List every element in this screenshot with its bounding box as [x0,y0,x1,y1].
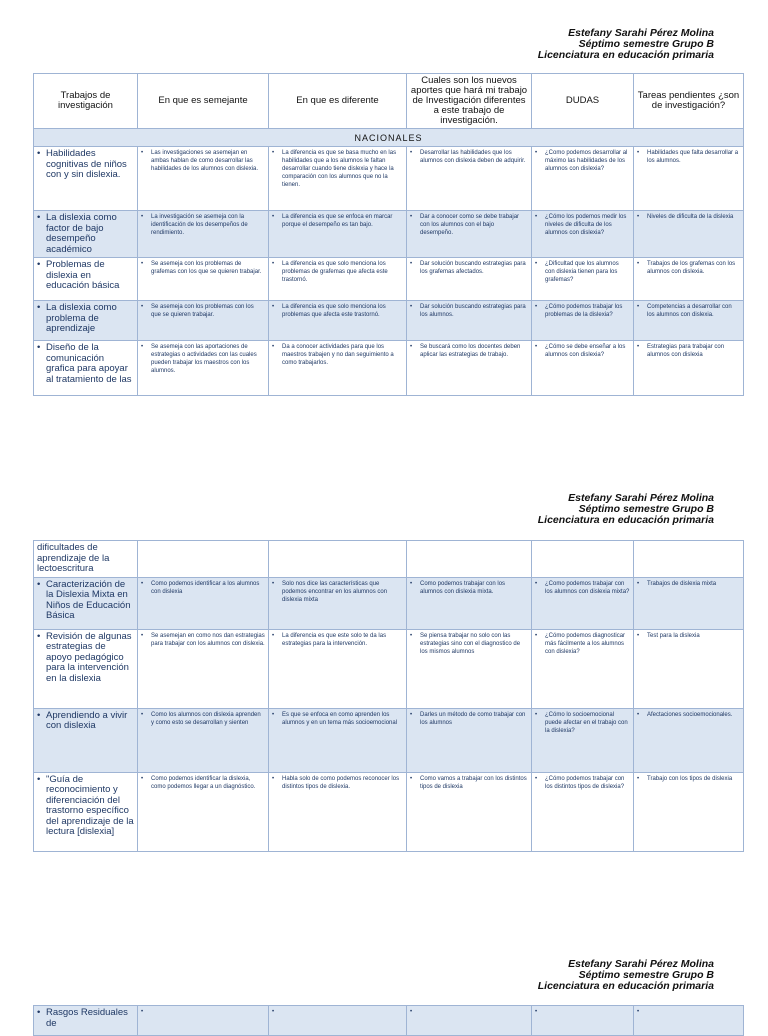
cell-text: Como podemos identificar a los alumnos con dislexia [151,580,260,595]
cell-text: Dar a conocer como se debe trabajar con los alumnos con el bajo desempeño. [420,214,520,236]
cell-text: La dislexia como problema de aprendizaje [46,302,117,334]
bullet-icon: • [37,148,41,159]
table-cell [532,1006,634,1036]
cell-text: Se piensa trabajar no solo con las estrategias sino con el diagnostico de los mismos alumnos [420,632,521,655]
bullet-icon: • [637,344,640,350]
cell-text: Se asemejan en como nos dan estrategias para trabajar con los alumnos con dislexia. [151,632,265,647]
bullet-icon: • [141,775,144,782]
cell-text: Se buscará como los docentes deben aplicar las estrategias de trabajo. [420,344,521,358]
cell-text: Es que se enfoca en como aprenden los alumnos y en un tema más socioemocional [282,711,398,726]
cell-text: La dislexia como factor de bajo desempeño académico [46,212,117,255]
table-cell [407,211,532,258]
table-cell [138,629,269,708]
cell-text: Como vamos a trabajar con los distintos tipos de dislexia [420,775,527,790]
degree-label: Licenciatura en educación primaria [537,980,714,992]
cell-text: Solo nos dice las características que podemos encontrar en los alumnos con dislexia mixta [282,580,388,603]
bullet-icon: • [410,344,413,350]
bullet-icon: • [272,775,275,782]
semester-label: Séptimo semestre Grupo B [578,38,714,50]
table-cell [138,772,269,851]
table-cell [407,772,532,851]
cell-text: Diseño de la comunicación grafica para apoyar al tratamiento de las [46,342,132,385]
table-cell [634,772,744,851]
author-name: Estefany Sarahi Pérez Molina [568,958,714,970]
bullet-icon: • [410,150,413,156]
table-cell [269,1006,407,1036]
bullet-icon: • [535,1009,538,1015]
cell-text: La investigación se asemeja con la identificación de los desempeños de rendimiento. [151,214,248,236]
page-header [538,28,714,61]
table-cell [634,629,744,708]
bullet-icon: • [141,711,144,718]
table-cell [407,577,532,629]
cell-text: Trabajos de los grafemas con los alumnos con dislexia. [647,261,736,275]
bullet-icon: • [637,214,640,220]
cell-text [151,1008,265,1016]
bullet-icon: • [272,261,275,267]
table-cell [634,1006,744,1036]
bullet-icon: • [37,1007,41,1018]
cell-text: La diferencia es que se basa mucho en las habilidades que a los alumnos le faltan desarrollar cuando tiene dislexia y hace la comparación con los alumnos que no la tienen. [282,150,397,188]
bullet-icon: • [272,580,275,587]
table-cell [532,258,634,301]
cell-text [647,1008,740,1016]
table-cell [138,258,269,301]
cell-text: Como los alumnos con dislexia aprenden y como esto se desarrollan y sienten [151,711,261,726]
row-title-cell [34,629,138,708]
bullet-icon: • [37,773,41,785]
row-title-cell [34,1006,138,1036]
bullet-icon: • [637,711,640,718]
bullet-icon: • [37,342,41,353]
table-cell [532,577,634,629]
cell-text: Darles un método de como trabajar con los alumnos [420,711,526,726]
table-cell [634,301,744,341]
bullet-icon: • [410,1009,413,1015]
bullet-icon: • [37,212,41,223]
bullet-icon: • [37,302,41,313]
cell-text: Revisión de algunas estrategias de apoyo pedagógico para la intervención en la dislexia [46,630,132,684]
table-cell [269,772,407,851]
col-header: Tareas pendientes ¿son de investigación? [634,74,744,129]
author-name: Estefany Sarahi Pérez Molina [568,492,714,504]
cell-text [420,1008,528,1016]
cell-text: Aprendiendo a vivir con dislexia [46,709,128,731]
table-cell [532,629,634,708]
table-cell [138,341,269,396]
table-cell [634,258,744,301]
cell-text: Competencias a desarrollar con los alumnos con dislexia. [647,304,732,318]
bullet-icon: • [637,632,640,639]
bullet-icon: • [272,214,275,220]
degree-label: Licenciatura en educación primaria [537,514,714,526]
bullet-icon: • [141,304,144,310]
table-cell [269,301,407,341]
row-title-continuation: dificultades de aprendizaje de la lectoescritura [34,541,138,578]
bullet-icon: • [141,632,144,639]
table-cell [634,577,744,629]
semester-label: Séptimo semestre Grupo B [578,969,714,981]
table-cell [532,211,634,258]
col-header: En que es diferente [269,74,407,129]
cell-text: Desarrollar las habilidades que los alumnos con dislexia deben de adquirir. [420,150,526,164]
bullet-icon: • [272,1009,275,1015]
table-cell [532,772,634,851]
table-cell [634,211,744,258]
row-title-cell [34,211,138,258]
cell-text: Se asemeja con los problemas de grafemas con los que se quieren trabajar. [151,261,262,275]
bullet-icon: • [637,261,640,267]
table-cell [138,147,269,211]
table-cell [269,258,407,301]
bullet-icon: • [37,709,41,721]
cell-text: Niveles de dificulta de la dislexia [647,214,734,220]
cell-text: Problemas de dislexia en educación básica [46,259,120,291]
bullet-icon: • [637,150,640,156]
bullet-icon: • [535,775,538,782]
cell-text: Habla solo de como podemos reconocer los distintos tipos de dislexia. [282,775,400,790]
bullet-icon: • [141,150,144,156]
cell-text: ¿Dificultad que los alumnos con dislexia tienen para los grafemas? [545,261,619,283]
cell-text: Trabajo con los tipos de dislexia [647,775,733,782]
table-cell [634,708,744,772]
table-cell [407,341,532,396]
bullet-icon: • [141,1009,144,1015]
table-cell [532,301,634,341]
row-title-cell [34,577,138,629]
cell-text: Estrategias para trabajar con alumnos con dislexia [647,344,725,358]
bullet-icon: • [410,775,413,782]
cell-text: ¿Cómo podemos trabajar los problemas de la dislexia? [545,304,623,318]
table-row [34,211,744,258]
cell-text: La diferencia es que solo menciona los problemas de grafemas que afecta este trastornó. [282,261,388,283]
table-cell [532,708,634,772]
table-cell [407,629,532,708]
semester-label: Séptimo semestre Grupo B [578,503,714,515]
section-row [34,129,744,147]
research-table-page1 [33,73,744,396]
bullet-icon: • [37,630,41,642]
table-cell [634,147,744,211]
cell-text: Rasgos Residuales de [46,1007,128,1029]
cell-text: La diferencia es que solo menciona los problemas que afecta este trastornó. [282,304,386,318]
cell-text: Test para la dislexia [647,632,700,639]
row-title-cell [34,258,138,301]
author-name: Estefany Sarahi Pérez Molina [568,27,714,39]
bullet-icon: • [37,259,41,270]
table-cell [407,301,532,341]
col-header: Trabajos de investigación [34,74,138,129]
table-cell [269,708,407,772]
table-cell [138,301,269,341]
bullet-icon: • [410,632,413,639]
cell-text [545,1008,630,1016]
degree-label: Licenciatura en educación primaria [537,49,714,61]
cell-text: Da a conocer actividades para que los maestros trabajen y no dan seguimiento a como trabajarlos. [282,344,394,366]
table-row [34,1006,744,1036]
bullet-icon: • [272,632,275,639]
table-cell [407,1006,532,1036]
table-row [34,577,744,629]
cell-text: Afectaciones socioemocionales. [647,711,733,718]
table-cell [407,258,532,301]
bullet-icon: • [141,261,144,267]
bullet-icon: • [535,304,538,310]
cell-text: Habilidades que falta desarrollar a los alumnos. [647,150,739,164]
row-title-cell [34,341,138,396]
cell-text: Se asemeja con los problemas con los que se quieren trabajar. [151,304,254,318]
cell-text: Dar solución buscando estrategias para los grafemas afectados. [420,261,526,275]
table-cell [269,147,407,211]
bullet-icon: • [37,578,41,590]
col-header: Cuales son los nuevos aportes que hará mi trabajo de Investigación diferentes a este trabajo de investigación. [407,74,532,129]
table-cell [269,577,407,629]
cell-text: La diferencia es que este solo te da las estrategias para la intervención. [282,632,387,647]
section-title: NACIONALES [34,129,744,147]
bullet-icon: • [272,304,275,310]
table-row [34,258,744,301]
row-title-cell [34,301,138,341]
bullet-icon: • [410,304,413,310]
bullet-icon: • [637,304,640,310]
table-row [34,301,744,341]
cell-text: ¿Cómo se debe enseñar a los alumnos con dislexia? [545,344,626,358]
bullet-icon: • [410,261,413,267]
row-title-cell [34,772,138,851]
bullet-icon: • [272,150,275,156]
cell-text: ¿Cómo lo socioemocional puede afectar en el trabajo con la dislexia? [545,711,628,734]
bullet-icon: • [141,214,144,220]
bullet-icon: • [637,775,640,782]
row-title-cell [34,708,138,772]
cell-text: ¿Como podemos trabajar con los alumnos con dislexia mixta? [545,580,630,595]
bullet-icon: • [535,632,538,639]
cell-text: Como podemos trabajar con los alumnos con dislexia mixta. [420,580,506,595]
cell-text [282,1008,403,1016]
bullet-icon: • [535,711,538,718]
research-table-page3 [33,1005,744,1036]
cell-text: Como podemos identificar la dislexia, como podemos llegar a un diagnóstico. [151,775,256,790]
cell-text: Se asemeja con las aportaciones de estrategias o actividades con las cuales pueden trabajar los maestros con los alumnos. [151,344,257,374]
table-cell [532,147,634,211]
cell-text: La diferencia es que se enfoca en marcar porque el desempeño es tan bajo. [282,214,393,228]
cell-text: Dar solución buscando estrategias para los alumnos. [420,304,526,318]
table-row [34,772,744,851]
table-cell [269,629,407,708]
cell-text: Habilidades cognitivas de niños con y sin dislexia. [46,148,127,180]
page-header [538,493,714,526]
table-cell [138,577,269,629]
table-cell [138,708,269,772]
bullet-icon: • [637,1009,640,1015]
bullet-icon: • [535,214,538,220]
cell-text: "Guía de reconocimiento y diferenciación del trastorno específico del aprendizaje de la lectura [dislexia] [46,773,134,837]
table-row-continuation [34,541,744,578]
cell-text: ¿Como podemos desarrollar al máximo las habilidades de los alumnos con dislexia? [545,150,628,172]
cell-text: Caracterización de la Dislexia Mixta en Niños de Educación Básica [46,578,131,621]
bullet-icon: • [141,344,144,350]
table-cell [407,708,532,772]
table-cell [532,341,634,396]
bullet-icon: • [535,344,538,350]
cell-text: Las investigaciones se asemejan en ambas hablan de como desarrollar las habilidades de los alumnos con dislexia. [151,150,259,172]
research-table-page2 [33,540,744,852]
col-header: En que es semejante [138,74,269,129]
cell-text: ¿Cómo los podemos medir los niveles de dificulta de los alumnos con dislexia? [545,214,627,236]
bullet-icon: • [535,150,538,156]
cell-text: ¿Cómo podemos trabajar con los distintos tipos de dislexia? [545,775,625,790]
table-cell [407,147,532,211]
bullet-icon: • [272,711,275,718]
table-row [34,341,744,396]
table-cell [269,211,407,258]
bullet-icon: • [410,580,413,587]
cell-text: ¿Cómo podemos diagnosticar más fácilmente a los alumnos con dislexia? [545,632,626,655]
table-row [34,147,744,211]
col-header: DUDAS [532,74,634,129]
table-cell [634,341,744,396]
bullet-icon: • [410,214,413,220]
bullet-icon: • [637,580,640,587]
bullet-icon: • [535,261,538,267]
table-cell [138,211,269,258]
cell-text: Trabajos de dislexia mixta [647,580,717,587]
table-cell [269,341,407,396]
bullet-icon: • [535,580,538,587]
bullet-icon: • [410,711,413,718]
table-row [34,629,744,708]
table-row [34,708,744,772]
bullet-icon: • [272,344,275,350]
table-cell [138,1006,269,1036]
table-header-row [34,74,744,129]
page-header [538,959,714,992]
bullet-icon: • [141,580,144,587]
row-title-cell [34,147,138,211]
